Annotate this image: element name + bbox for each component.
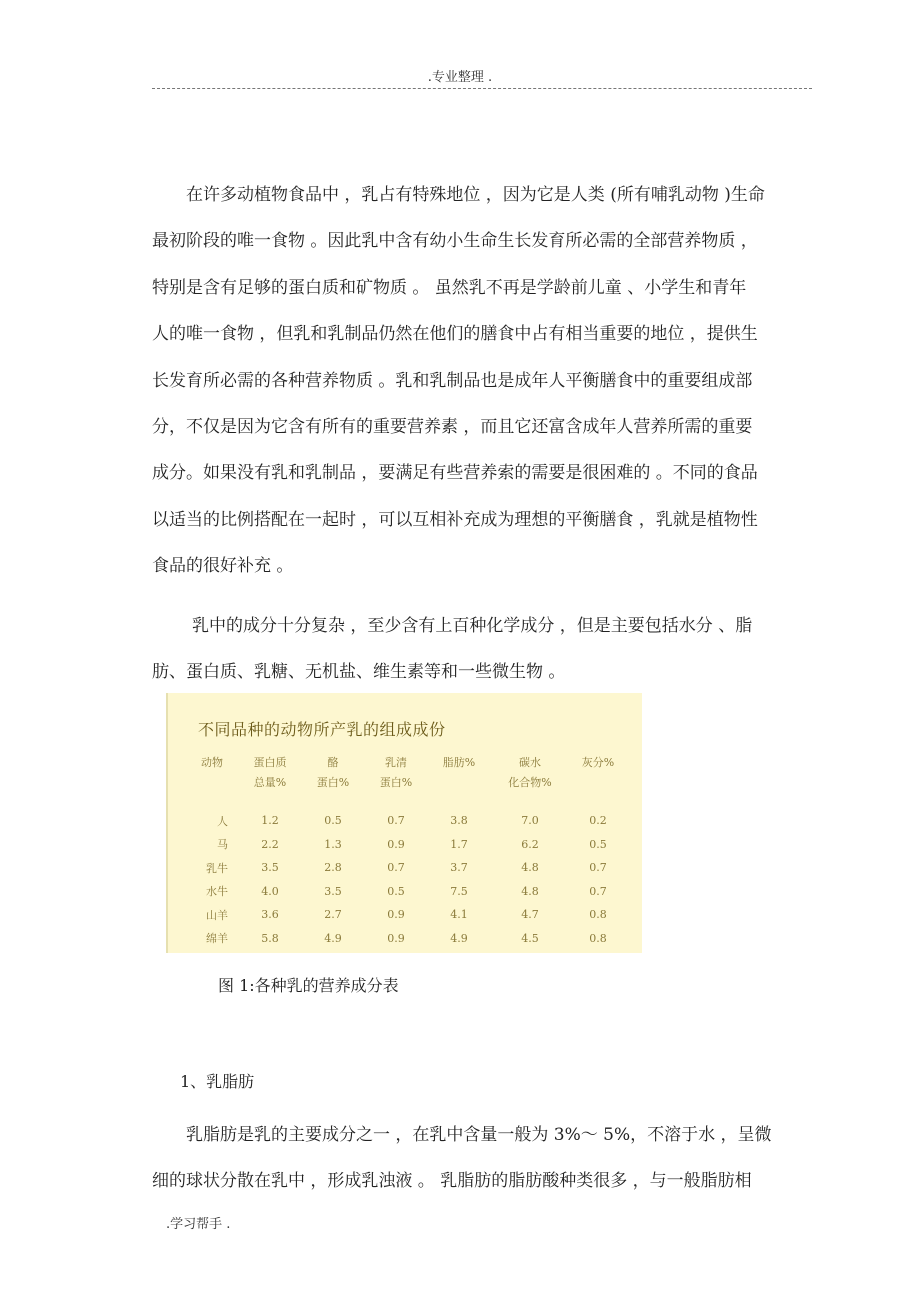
table-row <box>186 903 626 927</box>
milk-fat-paragraph <box>152 1112 812 1204</box>
section-heading-milk-fat: 1、乳脂肪 <box>180 1072 255 1091</box>
table-cell: 6.2 <box>521 837 539 851</box>
table-header-cell: 脂肪% <box>442 756 476 769</box>
table-cell: 绵羊 <box>206 932 228 946</box>
table-cell: 2.2 <box>261 837 279 851</box>
table-cell: 0.2 <box>589 814 607 828</box>
text-line: 成分。如果没有乳和乳制品 ，要满足有些营养索的需要是很困难的 。不同的食品 <box>152 463 758 484</box>
table-header-cell: 蛋白质 总量% <box>253 756 287 789</box>
table-header-cell: 碳水 化合物% <box>508 756 552 789</box>
table-cell: 1.7 <box>450 837 468 851</box>
table-cell: 0.5 <box>387 884 405 898</box>
milk-composition-table <box>186 753 626 950</box>
text-line: 乳中的成分十分复杂 ，至少含有上百种化学成分 ，但是主要包括水分 、脂 <box>192 616 753 636</box>
page-footer: .学习帮手 . <box>166 1217 231 1232</box>
text-line: 在许多动植物食品中 ，乳占有特殊地位 ，因为它是人类 (所有哺乳动物 )生命 <box>186 185 765 205</box>
composition-paragraph <box>152 603 812 695</box>
page-header: .专业整理 . <box>427 70 493 85</box>
table-header-row <box>186 753 626 809</box>
text-line: 最初阶段的唯一食物 。因此乳中含有幼小生命生长发育所必需的全部营养物质 ， <box>152 231 758 252</box>
table-cell: 4.0 <box>261 884 279 898</box>
table-header-cell: 酪 蛋白% <box>316 756 350 789</box>
table-cell: 4.9 <box>324 931 342 945</box>
table-cell: 4.1 <box>450 908 468 922</box>
table-row <box>186 927 626 951</box>
table-cell: 2.8 <box>324 861 342 875</box>
text-line: 乳脂肪是乳的主要成分之一 ，在乳中含量一般为 3%～ 5%，不溶于水 ，呈微 <box>186 1125 772 1145</box>
table-cell: 4.9 <box>450 931 468 945</box>
table-row <box>186 856 626 880</box>
table-cell: 0.5 <box>324 814 342 828</box>
table-row <box>186 833 626 857</box>
table-cell: 人 <box>217 814 228 828</box>
table-cell: 4.8 <box>521 861 539 875</box>
table-header-cell: 动物 <box>201 756 223 769</box>
table-cell: 1.3 <box>324 837 342 851</box>
text-line: 肪、蛋白质、乳糖、无机盐、维生素等和一些微生物 。 <box>152 662 566 682</box>
intro-paragraph <box>152 172 812 590</box>
figure-caption: 图 1:各种乳的营养成分表 <box>218 976 399 995</box>
table-cell: 1.2 <box>261 814 279 828</box>
table-cell: 3.7 <box>450 861 468 875</box>
table-header-cell: 灰分% <box>581 756 615 769</box>
table-cell: 0.7 <box>387 861 405 875</box>
table-cell: 0.9 <box>387 908 405 922</box>
table-row <box>186 880 626 904</box>
table-cell: 0.9 <box>387 837 405 851</box>
text-line: 以适当的比例搭配在一起时 ，可以互相补充成为理想的平衡膳食 ，乳就是植物性 <box>152 509 758 530</box>
table-cell: 0.8 <box>589 908 607 922</box>
table-cell: 水牛 <box>206 885 228 899</box>
text-line: 分，不仅是因为它含有所有的重要营养素 ，而且它还富含成年人营养所需的重要 <box>152 417 753 438</box>
table-header-cell: 乳清 蛋白% <box>379 756 413 789</box>
table-cell: 马 <box>217 838 228 852</box>
table-title: 不同品种的动物所产乳的组成成份 <box>198 720 446 739</box>
text-line: 食品的很好补充 。 <box>152 556 294 577</box>
table-cell: 4.7 <box>521 908 539 922</box>
table-row <box>186 809 626 833</box>
text-line: 细的球状分散在乳中 ，形成乳浊液 。 乳脂肪的脂肪酸种类很多 ，与一般脂肪相 <box>152 1171 752 1191</box>
table-cell: 7.0 <box>521 814 539 828</box>
table-cell: 7.5 <box>450 884 468 898</box>
table-cell: 0.5 <box>589 837 607 851</box>
table-cell: 3.5 <box>324 884 342 898</box>
text-line: 人的唯一食物 ，但乳和乳制品仍然在他们的膳食中占有相当重要的地位 ，提供生 <box>152 324 758 345</box>
table-cell: 山羊 <box>206 908 228 922</box>
table-cell: 0.7 <box>589 884 607 898</box>
table-cell: 乳牛 <box>206 861 228 875</box>
table-cell: 4.8 <box>521 884 539 898</box>
text-line: 特别是含有足够的蛋白质和矿物质 。 虽然乳不再是学龄前儿童 、小学生和青年 <box>152 277 747 298</box>
table-cell: 0.7 <box>589 861 607 875</box>
table-cell: 3.8 <box>450 814 468 828</box>
milk-composition-table-image <box>166 693 642 953</box>
table-cell: 0.7 <box>387 814 405 828</box>
table-cell: 3.5 <box>261 861 279 875</box>
table-cell: 0.9 <box>387 931 405 945</box>
text-line: 长发育所必需的各种营养物质 。乳和乳制品也是成年人平衡膳食中的重要组成部 <box>152 370 753 391</box>
header-divider <box>152 88 812 89</box>
table-cell: 5.8 <box>261 931 279 945</box>
table-cell: 2.7 <box>324 908 342 922</box>
table-cell: 0.8 <box>589 931 607 945</box>
table-cell: 4.5 <box>521 931 539 945</box>
table-cell: 3.6 <box>261 908 279 922</box>
